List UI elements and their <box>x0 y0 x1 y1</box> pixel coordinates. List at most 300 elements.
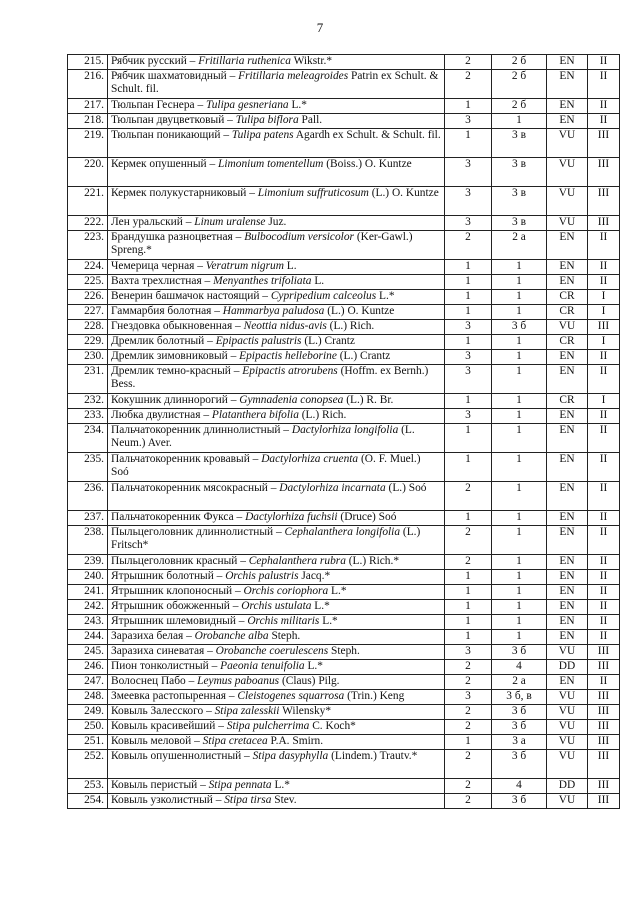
row-number: 237. <box>68 511 108 526</box>
table-row <box>68 615 620 630</box>
species-name-cell: Венерин башмачок настоящий – Cypripedium calceolus L.* <box>108 290 445 305</box>
iucn-status-cell: EN <box>547 555 588 570</box>
author-citation: L.* <box>291 99 307 111</box>
species-name-cell: Вахта трехлистная – Menyanthes trifoliata L. <box>108 275 445 290</box>
table-row <box>68 320 620 335</box>
latin-name: Epipactis palustris <box>215 335 302 347</box>
iucn-status-cell: VU <box>547 750 588 779</box>
subcategory-cell: 2 а <box>492 231 547 260</box>
rf-category-cell: II <box>588 350 620 365</box>
subcategory-cell: 1 <box>492 394 547 409</box>
iucn-status-cell: EN <box>547 526 588 555</box>
author-citation: Juz. <box>268 216 287 228</box>
latin-name: Stipa pulcherrima <box>226 720 310 732</box>
subcategory-cell: 1 <box>492 600 547 615</box>
russian-name: Рябчик русский <box>111 55 187 67</box>
species-name-cell: Ковыль узколистный – Stipa tirsa Stev. <box>108 794 445 809</box>
russian-name: Ятрышник шлемовидный <box>111 615 236 627</box>
species-name-cell: Лен уральский – Linum uralense Juz. <box>108 216 445 231</box>
latin-name: Dactylorhiza fuchsii <box>245 511 338 523</box>
author-citation: C. Koch* <box>312 720 356 732</box>
latin-name: Fritillaria ruthenica <box>198 55 291 67</box>
table-row <box>68 779 620 794</box>
table-row <box>68 335 620 350</box>
species-name-cell: Ковыль меловой – Stipa cretacea P.A. Smirn. <box>108 735 445 750</box>
species-table-body <box>68 55 620 809</box>
iucn-status-cell: EN <box>547 350 588 365</box>
table-row <box>68 424 620 453</box>
rf-category-cell: III <box>588 720 620 735</box>
row-number: 227. <box>68 305 108 320</box>
row-number: 246. <box>68 660 108 675</box>
category-cell: 1 <box>445 335 492 350</box>
species-name-cell: Ятрышник шлемовидный – Orchis militaris L.* <box>108 615 445 630</box>
author-citation: Stev. <box>274 794 297 806</box>
rf-category-cell: II <box>588 70 620 99</box>
latin-name: Cephalanthera longifolia <box>284 526 401 538</box>
table-row <box>68 216 620 231</box>
category-cell: 1 <box>445 290 492 305</box>
row-number: 250. <box>68 720 108 735</box>
subcategory-cell: 1 <box>492 305 547 320</box>
rf-category-cell: II <box>588 275 620 290</box>
row-number: 248. <box>68 690 108 705</box>
latin-name: Bulbocodium versicolor <box>244 231 354 243</box>
author-citation: (L.) Soó <box>388 482 427 494</box>
author-citation: (L.) Rich. <box>329 320 375 332</box>
iucn-status-cell: CR <box>547 305 588 320</box>
table-row <box>68 750 620 779</box>
russian-name: Венерин башмачок настоящий <box>111 290 260 302</box>
iucn-status-cell: CR <box>547 394 588 409</box>
author-citation: Patrin ex Schult. & Schult. fil. <box>111 70 439 95</box>
species-name-cell: Ятрышник клопоносный – Orchis coriophora L.* <box>108 585 445 600</box>
iucn-status-cell: VU <box>547 129 588 158</box>
species-name-cell: Заразиха синеватая – Orobanche coerulescens Steph. <box>108 645 445 660</box>
subcategory-cell: 3 б <box>492 645 547 660</box>
russian-name: Любка двулистная <box>111 409 201 421</box>
category-cell: 1 <box>445 129 492 158</box>
rf-category-cell: III <box>588 690 620 705</box>
russian-name: Ковыль опушеннолистный <box>111 750 242 762</box>
author-citation: Steph. <box>271 630 301 642</box>
row-number: 249. <box>68 705 108 720</box>
iucn-status-cell: VU <box>547 320 588 335</box>
category-cell: 3 <box>445 187 492 216</box>
latin-name: Epipactis atrorubens <box>242 365 338 377</box>
subcategory-cell: 3 б <box>492 750 547 779</box>
category-cell: 3 <box>445 365 492 394</box>
species-name-cell: Кермек опушенный – Limonium tomentellum (Boiss.) O. Kuntze <box>108 158 445 187</box>
species-name-cell: Пальчатокоренник мясокрасный – Dactylorhiza incarnata (L.) Soó <box>108 482 445 511</box>
russian-name: Тюльпан поникающий <box>111 129 221 141</box>
row-number: 234. <box>68 424 108 453</box>
table-row <box>68 453 620 482</box>
iucn-status-cell: EN <box>547 99 588 114</box>
author-citation: Jacq.* <box>301 570 331 582</box>
author-citation: (Hoffm. ex Bernh.) Bess. <box>111 365 429 390</box>
rf-category-cell: I <box>588 394 620 409</box>
table-row <box>68 114 620 129</box>
latin-name: Cleistogenes squarrosa <box>237 690 345 702</box>
subcategory-cell: 1 <box>492 615 547 630</box>
species-name-cell: Пыльцеголовник длиннолистный – Cephalanthera longifolia (L.) Fritsch* <box>108 526 445 555</box>
latin-name: Limonium suffruticosum <box>257 187 369 199</box>
table-row <box>68 645 620 660</box>
russian-name: Чемерица черная <box>111 260 195 272</box>
latin-name: Orobanche alba <box>194 630 269 642</box>
subcategory-cell: 3 б, в <box>492 690 547 705</box>
author-citation: L.* <box>379 290 395 302</box>
table-row <box>68 735 620 750</box>
rf-category-cell: III <box>588 750 620 779</box>
row-number: 241. <box>68 585 108 600</box>
russian-name: Пальчатокоренник кровавый <box>111 453 250 465</box>
species-name-cell: Гаммарбия болотная – Hammarbya paludosa (L.) O. Kuntze <box>108 305 445 320</box>
iucn-status-cell: VU <box>547 158 588 187</box>
row-number: 239. <box>68 555 108 570</box>
russian-name: Волоснец Пабо <box>111 675 186 687</box>
latin-name: Stipa dasyphylla <box>252 750 329 762</box>
russian-name: Ковыль узколистный <box>111 794 213 806</box>
rf-category-cell: II <box>588 555 620 570</box>
author-citation: (L.) Crantz <box>304 335 355 347</box>
category-cell: 2 <box>445 660 492 675</box>
row-number: 218. <box>68 114 108 129</box>
subcategory-cell: 2 б <box>492 99 547 114</box>
row-number: 235. <box>68 453 108 482</box>
row-number: 216. <box>68 70 108 99</box>
species-name-cell: Тюльпан двуцветковый – Tulipa biflora Pall. <box>108 114 445 129</box>
iucn-status-cell: EN <box>547 409 588 424</box>
subcategory-cell: 2 а <box>492 675 547 690</box>
latin-name: Orobanche coerulescens <box>215 645 329 657</box>
rf-category-cell: II <box>588 482 620 511</box>
subcategory-cell: 3 в <box>492 158 547 187</box>
subcategory-cell: 1 <box>492 630 547 645</box>
author-citation: (Boiss.) O. Kuntze <box>326 158 412 170</box>
author-citation: (Druce) Soó <box>340 511 397 523</box>
author-citation: Agardh ex Schult. & Schult. fil. <box>295 129 441 141</box>
iucn-status-cell: EN <box>547 453 588 482</box>
category-cell: 1 <box>445 305 492 320</box>
russian-name: Гаммарбия болотная <box>111 305 212 317</box>
rf-category-cell: III <box>588 158 620 187</box>
row-number: 230. <box>68 350 108 365</box>
rf-category-cell: II <box>588 526 620 555</box>
russian-name: Дремлик болотный <box>111 335 205 347</box>
category-cell: 3 <box>445 350 492 365</box>
rf-category-cell: I <box>588 290 620 305</box>
subcategory-cell: 1 <box>492 453 547 482</box>
russian-name: Пыльцеголовник длиннолистный <box>111 526 274 538</box>
rf-category-cell: I <box>588 335 620 350</box>
table-row <box>68 720 620 735</box>
latin-name: Dactylorhiza incarnata <box>279 482 386 494</box>
iucn-status-cell: EN <box>547 615 588 630</box>
russian-name: Гнездовка обыкновенная <box>111 320 233 332</box>
species-name-cell: Пальчатокоренник длиннолистный – Dactylorhiza longifolia (L. Neum.) Aver. <box>108 424 445 453</box>
rf-category-cell: II <box>588 231 620 260</box>
rf-category-cell: II <box>588 365 620 394</box>
row-number: 252. <box>68 750 108 779</box>
rf-category-cell: II <box>588 630 620 645</box>
iucn-status-cell: VU <box>547 216 588 231</box>
table-row <box>68 365 620 394</box>
author-citation: (L.) O. Kuntze <box>327 305 395 317</box>
russian-name: Рябчик шахматовидный <box>111 70 227 82</box>
species-table <box>67 54 620 809</box>
table-row <box>68 394 620 409</box>
species-name-cell: Змеевка растопыренная – Cleistogenes squarrosa (Trin.) Keng <box>108 690 445 705</box>
rf-category-cell: II <box>588 600 620 615</box>
subcategory-cell: 1 <box>492 275 547 290</box>
table-row <box>68 409 620 424</box>
russian-name: Брандушка разноцветная <box>111 231 233 243</box>
table-row <box>68 275 620 290</box>
species-name-cell: Дремлик зимовниковый – Epipactis helleborine (L.) Crantz <box>108 350 445 365</box>
iucn-status-cell: VU <box>547 690 588 705</box>
category-cell: 2 <box>445 526 492 555</box>
table-row <box>68 555 620 570</box>
table-row <box>68 660 620 675</box>
latin-name: Orchis coriophora <box>243 585 329 597</box>
rf-category-cell: II <box>588 675 620 690</box>
author-citation: (Trin.) Keng <box>347 690 405 702</box>
iucn-status-cell: EN <box>547 570 588 585</box>
subcategory-cell: 2 б <box>492 70 547 99</box>
table-row <box>68 260 620 275</box>
latin-name: Orchis ustulata <box>241 600 312 612</box>
rf-category-cell: II <box>588 114 620 129</box>
row-number: 251. <box>68 735 108 750</box>
russian-name: Ковыль перистый <box>111 779 198 791</box>
subcategory-cell: 3 в <box>492 216 547 231</box>
rf-category-cell: III <box>588 660 620 675</box>
page-number: 7 <box>316 20 324 35</box>
russian-name: Пальчатокоренник мясокрасный <box>111 482 268 494</box>
latin-name: Gymnadenia conopsea <box>239 394 344 406</box>
iucn-status-cell: EN <box>547 482 588 511</box>
latin-name: Orchis militaris <box>247 615 320 627</box>
rf-category-cell: III <box>588 645 620 660</box>
subcategory-cell: 3 б <box>492 720 547 735</box>
category-cell: 1 <box>445 511 492 526</box>
latin-name: Cephalanthera rubra <box>248 555 346 567</box>
species-name-cell: Рябчик шахматовидный – Fritillaria meleagroides Patrin ex Schult. & Schult. fil. <box>108 70 445 99</box>
subcategory-cell: 1 <box>492 290 547 305</box>
author-citation: (L. Neum.) Aver. <box>111 424 415 449</box>
species-name-cell: Пион тонколистный – Paeonia tenuifolia L.* <box>108 660 445 675</box>
species-name-cell: Заразиха белая – Orobanche alba Steph. <box>108 630 445 645</box>
row-number: 215. <box>68 55 108 70</box>
iucn-status-cell: EN <box>547 231 588 260</box>
table-row <box>68 794 620 809</box>
category-cell: 1 <box>445 99 492 114</box>
species-name-cell: Чемерица черная – Veratrum nigrum L. <box>108 260 445 275</box>
russian-name: Пальчатокоренник Фукса <box>111 511 234 523</box>
russian-name: Ятрышник обожженный <box>111 600 230 612</box>
russian-name: Ковыль меловой <box>111 735 192 747</box>
subcategory-cell: 1 <box>492 555 547 570</box>
species-name-cell: Пальчатокоренник Фукса – Dactylorhiza fuchsii (Druce) Soó <box>108 511 445 526</box>
table-row <box>68 690 620 705</box>
category-cell: 3 <box>445 690 492 705</box>
subcategory-cell: 3 а <box>492 735 547 750</box>
latin-name: Hammarbya paludosa <box>222 305 325 317</box>
row-number: 232. <box>68 394 108 409</box>
russian-name: Дремлик зимовниковый <box>111 350 228 362</box>
table-row <box>68 570 620 585</box>
row-number: 233. <box>68 409 108 424</box>
subcategory-cell: 3 в <box>492 129 547 158</box>
iucn-status-cell: EN <box>547 114 588 129</box>
russian-name: Ковыль красивейший <box>111 720 216 732</box>
category-cell: 1 <box>445 453 492 482</box>
row-number: 238. <box>68 526 108 555</box>
category-cell: 3 <box>445 320 492 335</box>
author-citation: L. <box>286 260 297 272</box>
table-row <box>68 482 620 511</box>
rf-category-cell: II <box>588 409 620 424</box>
category-cell: 2 <box>445 779 492 794</box>
table-row <box>68 158 620 187</box>
rf-category-cell: II <box>588 453 620 482</box>
species-name-cell: Ятрышник болотный – Orchis palustris Jacq.* <box>108 570 445 585</box>
row-number: 236. <box>68 482 108 511</box>
subcategory-cell: 2 б <box>492 55 547 70</box>
iucn-status-cell: DD <box>547 779 588 794</box>
russian-name: Ковыль Залесского <box>111 705 204 717</box>
latin-name: Dactylorhiza longifolia <box>291 424 399 436</box>
latin-name: Stipa zalesskii <box>214 705 280 717</box>
category-cell: 1 <box>445 394 492 409</box>
latin-name: Fritillaria meleagroides <box>238 70 349 82</box>
species-name-cell: Пальчатокоренник кровавый – Dactylorhiza cruenta (O. F. Muel.) Soó <box>108 453 445 482</box>
iucn-status-cell: EN <box>547 511 588 526</box>
russian-name: Кермек полукустарниковый <box>111 187 247 199</box>
table-row <box>68 350 620 365</box>
author-citation: L.* <box>314 600 330 612</box>
species-name-cell: Дремлик болотный – Epipactis palustris (L.) Crantz <box>108 335 445 350</box>
author-citation: (Claus) Pilg. <box>281 675 340 687</box>
row-number: 217. <box>68 99 108 114</box>
russian-name: Пыльцеголовник красный <box>111 555 238 567</box>
russian-name: Тюльпан Геснера <box>111 99 195 111</box>
subcategory-cell: 1 <box>492 350 547 365</box>
rf-category-cell: III <box>588 320 620 335</box>
row-number: 220. <box>68 158 108 187</box>
species-name-cell: Кермек полукустарниковый – Limonium suffruticosum (L.) O. Kuntze <box>108 187 445 216</box>
species-name-cell: Кокушник длиннорогий – Gymnadenia conopsea (L.) R. Br. <box>108 394 445 409</box>
category-cell: 3 <box>445 158 492 187</box>
iucn-status-cell: VU <box>547 645 588 660</box>
russian-name: Змеевка растопыренная <box>111 690 226 702</box>
subcategory-cell: 3 б <box>492 320 547 335</box>
row-number: 240. <box>68 570 108 585</box>
category-cell: 2 <box>445 231 492 260</box>
russian-name: Вахта трехлистная <box>111 275 202 287</box>
iucn-status-cell: EN <box>547 630 588 645</box>
russian-name: Пион тонколистный <box>111 660 209 672</box>
subcategory-cell: 1 <box>492 424 547 453</box>
subcategory-cell: 1 <box>492 585 547 600</box>
latin-name: Tulipa patens <box>231 129 294 141</box>
russian-name: Заразиха белая <box>111 630 184 642</box>
subcategory-cell: 1 <box>492 335 547 350</box>
author-citation: L.* <box>307 660 323 672</box>
rf-category-cell: III <box>588 735 620 750</box>
species-name-cell: Рябчик русский – Fritillaria ruthenica Wikstr.* <box>108 55 445 70</box>
latin-name: Veratrum nigrum <box>205 260 284 272</box>
author-citation: Pall. <box>301 114 323 126</box>
species-name-cell: Ковыль красивейший – Stipa pulcherrima C. Koch* <box>108 720 445 735</box>
species-name-cell: Брандушка разноцветная – Bulbocodium versicolor (Ker-Gawl.) Spreng.* <box>108 231 445 260</box>
row-number: 226. <box>68 290 108 305</box>
iucn-status-cell: VU <box>547 794 588 809</box>
iucn-status-cell: VU <box>547 187 588 216</box>
category-cell: 2 <box>445 794 492 809</box>
latin-name: Platanthera bifolia <box>211 409 299 421</box>
subcategory-cell: 3 в <box>492 187 547 216</box>
table-row <box>68 675 620 690</box>
category-cell: 3 <box>445 645 492 660</box>
category-cell: 1 <box>445 275 492 290</box>
row-number: 228. <box>68 320 108 335</box>
species-name-cell: Ковыль Залесского – Stipa zalesskii Wilensky* <box>108 705 445 720</box>
row-number: 221. <box>68 187 108 216</box>
category-cell: 3 <box>445 114 492 129</box>
row-number: 242. <box>68 600 108 615</box>
species-name-cell: Тюльпан Геснера – Tulipa gesneriana L.* <box>108 99 445 114</box>
species-name-cell: Дремлик темно-красный – Epipactis atrorubens (Hoffm. ex Bernh.) Bess. <box>108 365 445 394</box>
table-row <box>68 187 620 216</box>
row-number: 245. <box>68 645 108 660</box>
iucn-status-cell: EN <box>547 260 588 275</box>
russian-name: Ятрышник болотный <box>111 570 214 582</box>
rf-category-cell: III <box>588 129 620 158</box>
latin-name: Cypripedium calceolus <box>270 290 377 302</box>
russian-name: Заразиха синеватая <box>111 645 205 657</box>
category-cell: 2 <box>445 675 492 690</box>
author-citation: P.A. Smirn. <box>270 735 324 747</box>
category-cell: 3 <box>445 409 492 424</box>
subcategory-cell: 4 <box>492 660 547 675</box>
species-name-cell: Тюльпан поникающий – Tulipa patens Agardh ex Schult. & Schult. fil. <box>108 129 445 158</box>
author-citation: (Ker-Gawl.) Spreng.* <box>111 231 413 256</box>
table-row <box>68 129 620 158</box>
author-citation: L.* <box>274 779 290 791</box>
category-cell: 1 <box>445 260 492 275</box>
rf-category-cell: II <box>588 615 620 630</box>
table-row <box>68 526 620 555</box>
subcategory-cell: 1 <box>492 409 547 424</box>
table-row <box>68 600 620 615</box>
species-name-cell: Ятрышник обожженный – Orchis ustulata L.* <box>108 600 445 615</box>
iucn-status-cell: DD <box>547 660 588 675</box>
rf-category-cell: III <box>588 187 620 216</box>
author-citation: (L.) R. Br. <box>346 394 394 406</box>
table-row <box>68 70 620 99</box>
latin-name: Epipactis helleborine <box>239 350 337 362</box>
row-number: 224. <box>68 260 108 275</box>
iucn-status-cell: VU <box>547 735 588 750</box>
latin-name: Stipa pennata <box>208 779 272 791</box>
category-cell: 2 <box>445 555 492 570</box>
row-number: 219. <box>68 129 108 158</box>
species-name-cell: Ковыль опушеннолистный – Stipa dasyphylla (Lindem.) Trautv.* <box>108 750 445 779</box>
row-number: 231. <box>68 365 108 394</box>
